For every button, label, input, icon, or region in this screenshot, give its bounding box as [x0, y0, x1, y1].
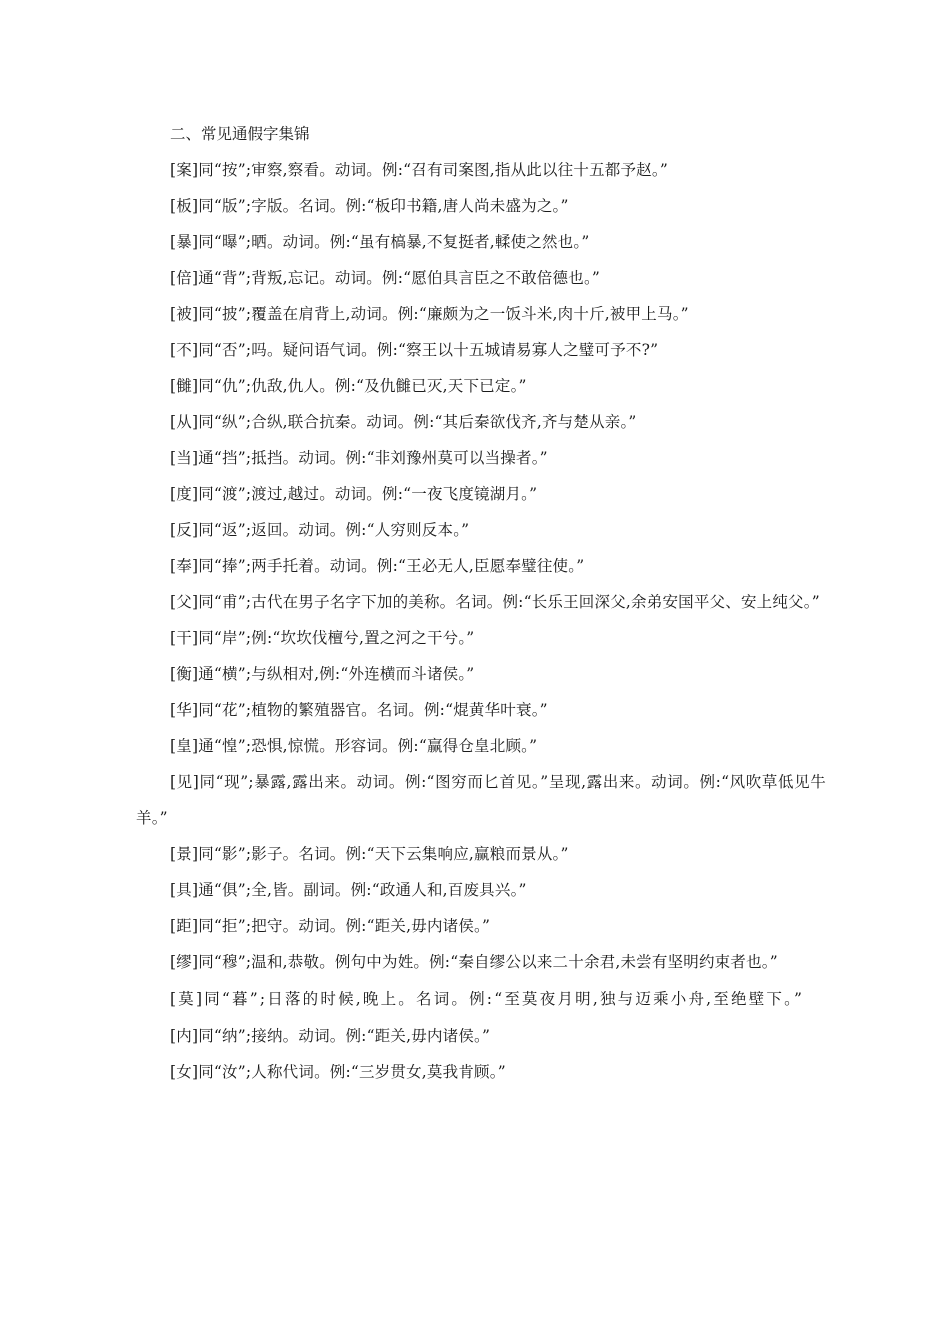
entry-du: [度]同“渡”;渡过,越过。动词。例:“一夜飞度镜湖月。”	[170, 485, 538, 503]
entry-ju-all: [具]通“俱”;全,皆。副词。例:“政通人和,百废具兴。”	[170, 881, 527, 899]
entry-mo: [莫]同“暮”;日落的时候,晚上。名词。例:“至莫夜月明,独与迈乘小舟,至绝壁下。”	[170, 990, 805, 1008]
entry-nv: [女]同“汝”;人称代词。例:“三岁贯女,莫我肯顾。”	[170, 1063, 506, 1081]
entry-jian: [见]同“现”;暴露,露出来。动词。例:“图穷而匕首见。”呈现,露出来。动词。例:“风吹草低见牛羊。”	[136, 773, 826, 827]
entry-an: [案]同“按”;审察,察看。动词。例:“召有司案图,指从此以往十五都予赵。”	[170, 161, 668, 179]
entry-cong: [从]同“纵”;合纵,联合抗秦。动词。例:“其后秦欲伐齐,齐与楚从亲。”	[170, 413, 637, 431]
entry-miu: [缪]同“穆”;温和,恭敬。例句中为姓。例:“秦自缪公以来二十余君,未尝有坚明约束者也。”	[170, 953, 778, 971]
entry-jing: [景]同“影”;影子。名词。例:“天下云集响应,赢粮而景从。”	[170, 845, 569, 863]
entry-fu: [父]同“甫”;古代在男子名字下加的美称。名词。例:“长乐王回深父,余弟安国平父、安上纯父。”	[170, 593, 820, 611]
entry-ju-guard: [距]同“拒”;把守。动词。例:“距关,毋内诸侯。”	[170, 917, 491, 935]
entry-ban: [板]同“版”;字版。名词。例:“板印书籍,唐人尚未盛为之。”	[170, 197, 569, 215]
entry-fan: [反]同“返”;返回。动词。例:“人穷则反本。”	[170, 521, 470, 539]
entry-bei-betray: [倍]通“背”;背叛,忘记。动词。例:“愿伯具言臣之不敢倍德也。”	[170, 269, 601, 287]
entry-dang: [当]通“挡”;抵挡。动词。例:“非刘豫州莫可以当操者。”	[170, 449, 548, 467]
document-body	[136, 123, 826, 1097]
entry-nei: [内]同“纳”;接纳。动词。例:“距关,毋内诸侯。”	[170, 1027, 491, 1045]
entry-hua: [华]同“花”;植物的繁殖器官。名词。例:“焜黄华叶衰。”	[170, 701, 548, 719]
entry-bu: [不]同“否”;吗。疑问语气词。例:“察王以十五城请易寡人之璧可予不?”	[170, 341, 659, 359]
entry-chou: [雠]同“仇”;仇敌,仇人。例:“及仇雠已灭,天下已定。”	[170, 377, 527, 395]
entry-huang: [皇]通“惶”;恐惧,惊慌。形容词。例:“赢得仓皇北顾。”	[170, 737, 538, 755]
section-heading: 二、常见通假字集锦	[170, 125, 310, 143]
entry-bao: [暴]同“曝”;晒。动词。例:“虽有槁暴,不复挺者,輮使之然也。”	[170, 233, 590, 251]
entry-feng: [奉]同“捧”;两手托着。动词。例:“王必无人,臣愿奉璧往使。”	[170, 557, 585, 575]
entry-heng: [衡]通“横”;与纵相对,例:“外连横而斗诸侯。”	[170, 665, 475, 683]
entry-bei-cover: [被]同“披”;覆盖在肩背上,动词。例:“廉颇为之一饭斗米,肉十斤,被甲上马。”	[170, 305, 689, 323]
entry-gan: [干]同“岸”;例:“坎坎伐檀兮,置之河之干兮。”	[170, 629, 475, 647]
